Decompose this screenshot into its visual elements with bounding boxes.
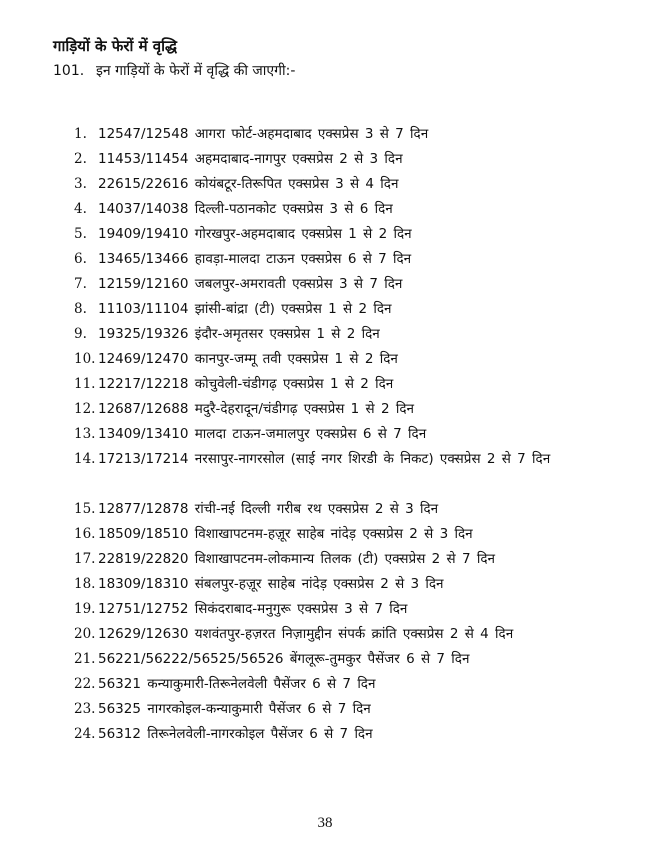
item-text: 56221/56222/56525/56526 बेंगलूरू-तुमकुर पैसेंजर 6 से 7 दिन: [98, 651, 470, 667]
item-text: 11103/11104 झांसी-बांद्रा (टी) एक्सप्रेस 1 से 2 दिन: [98, 301, 392, 317]
item-text: 12877/12878 रांची-नई दिल्ली गरीब रथ एक्सप्रेस 2 से 3 दिन: [98, 501, 439, 517]
list-item: [74, 547, 614, 572]
item-text: 12687/12688 मदुरै-देहरादून/चंडीगढ़ एक्सप्रेस 1 से 2 दिन: [98, 401, 415, 417]
item-index: 18.: [74, 576, 96, 592]
item-text: 12751/12752 सिकंदराबाद-मनुगुरू एक्सप्रेस 3 से 7 दिन: [98, 601, 408, 617]
item-index: 17.: [74, 551, 96, 567]
item-text: 12159/12160 जबलपुर-अमरावती एक्सप्रेस 3 से 7 दिन: [98, 276, 403, 292]
item-text: 56325 नागरकोइल-कन्याकुमारी पैसेंजर 6 से 7 दिन: [98, 701, 371, 717]
list-item: [74, 447, 614, 497]
item-index: 12.: [74, 401, 96, 417]
item-text: 17213/17214 नरसापुर-नागरसोल (साई नगर शिरडी के निकट) एक्सप्रेस 2 से 7 दिन: [98, 451, 551, 467]
list-item: [74, 347, 614, 372]
paragraph-101: [53, 61, 295, 80]
item-text: 22819/22820 विशाखापटनम-लोकमान्य तिलक (टी) एक्सप्रेस 2 से 7 दिन: [98, 551, 495, 567]
item-text: 19409/19410 गोरखपुर-अहमदाबाद एक्सप्रेस 1 से 2 दिन: [98, 226, 412, 242]
list-item: [74, 172, 614, 197]
list-item: [74, 397, 614, 422]
item-index: 1.: [74, 126, 87, 142]
item-text: 12217/12218 कोचुवेली-चंडीगढ़ एक्सप्रेस 1 से 2 दिन: [98, 376, 394, 392]
item-text: 11453/11454 अहमदाबाद-नागपुर एक्सप्रेस 2 से 3 दिन: [98, 151, 403, 167]
item-text: 12547/12548 आगरा फोर्ट-अहमदाबाद एक्सप्रेस 3 से 7 दिन: [98, 126, 429, 142]
item-index: 22.: [74, 676, 96, 692]
list-item: [74, 497, 614, 522]
item-text: 19325/19326 इंदौर-अमृतसर एक्सप्रेस 1 से 2 दिन: [98, 326, 380, 342]
item-text: 14037/14038 दिल्ली-पठानकोट एक्सप्रेस 3 से 6 दिन: [98, 201, 393, 217]
item-index: 6.: [74, 251, 87, 267]
paragraph-text: इन गाड़ियों के फेरों में वृद्धि की जाएगी:-: [96, 63, 296, 79]
item-index: 3.: [74, 176, 87, 192]
list-item: [74, 147, 614, 172]
paragraph-number: 101.: [53, 63, 85, 79]
item-index: 24.: [74, 726, 96, 742]
train-list: [74, 122, 614, 747]
item-text: 13465/13466 हावड़ा-मालदा टाऊन एक्सप्रेस 6 से 7 दिन: [98, 251, 412, 267]
item-index: 7.: [74, 276, 87, 292]
list-item: [74, 672, 614, 697]
list-item: [74, 222, 614, 247]
list-item: [74, 572, 614, 597]
list-item: [74, 647, 614, 672]
item-index: 15.: [74, 501, 96, 517]
item-index: 21.: [74, 651, 96, 667]
item-text: 22615/22616 कोयंबटूर-तिरूपित एक्सप्रेस 3 से 4 दिन: [98, 176, 399, 192]
item-index: 9.: [74, 326, 87, 342]
item-index: 10.: [74, 351, 96, 367]
item-index: 5.: [74, 226, 87, 242]
list-item: [74, 597, 614, 622]
section-heading: गाड़ियों के फेरों में वृद्धि: [53, 37, 177, 55]
item-index: 20.: [74, 626, 96, 642]
item-index: 13.: [74, 426, 96, 442]
item-text: 12629/12630 यशवंतपुर-हज़रत निज़ामुद्दीन संपर्क क्रांति एक्सप्रेस 2 से 4 दिन: [98, 626, 514, 642]
item-index: 2.: [74, 151, 87, 167]
list-item: [74, 122, 614, 147]
item-text: 13409/13410 मालदा टाऊन-जमालपुर एक्सप्रेस 6 से 7 दिन: [98, 426, 427, 442]
item-index: 19.: [74, 601, 96, 617]
list-item: [74, 622, 614, 647]
list-item: [74, 322, 614, 347]
item-index: 16.: [74, 526, 96, 542]
list-item: [74, 247, 614, 272]
item-index: 4.: [74, 201, 87, 217]
item-index: 8.: [74, 301, 87, 317]
page-number: 38: [317, 815, 333, 831]
list-item: [74, 372, 614, 397]
item-index: 23.: [74, 701, 96, 717]
item-text: 18309/18310 संबलपुर-हज़ूर साहेब नांदेड़ एक्सप्रेस 2 से 3 दिन: [98, 576, 444, 592]
list-item: [74, 722, 614, 747]
item-index: 14.: [74, 451, 96, 467]
list-item: [74, 272, 614, 297]
item-index: 11.: [74, 376, 96, 392]
item-text: 18509/18510 विशाखापटनम-हज़ूर साहेब नांदेड़ एक्सप्रेस 2 से 3 दिन: [98, 526, 473, 542]
list-item: [74, 297, 614, 322]
list-item: [74, 197, 614, 222]
item-text: 56321 कन्याकुमारी-तिरूनेलवेली पैसेंजर 6 से 7 दिन: [98, 676, 376, 692]
list-item: [74, 522, 614, 547]
item-text: 12469/12470 कानपुर-जम्मू तवी एक्सप्रेस 1 से 2 दिन: [98, 351, 398, 367]
list-item: [74, 422, 614, 447]
list-item: [74, 697, 614, 722]
item-text: 56312 तिरूनेलवेली-नागरकोइल पैसेंजर 6 से 7 दिन: [98, 726, 373, 742]
